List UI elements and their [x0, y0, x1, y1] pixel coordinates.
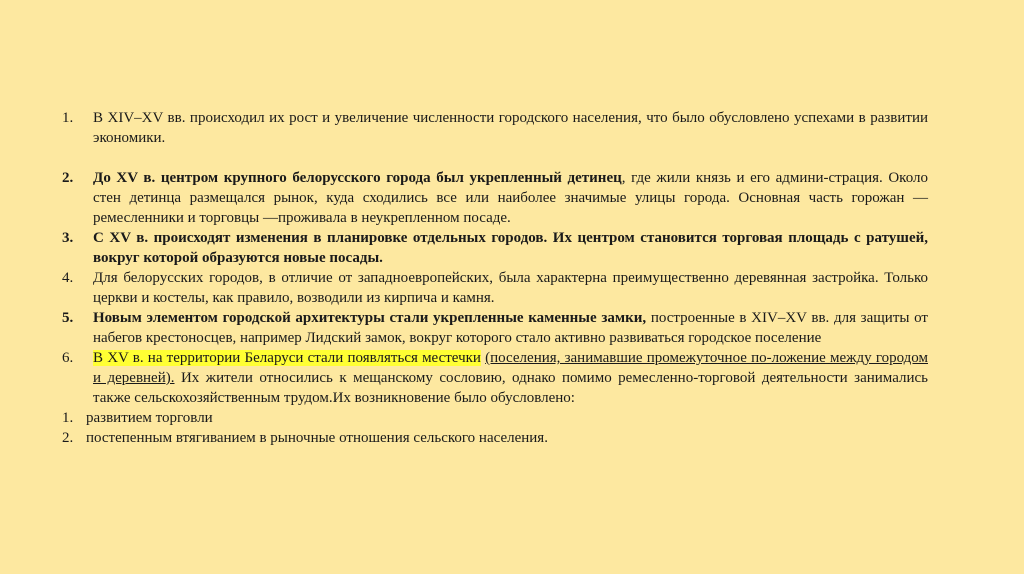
sub-item-number: 2. — [62, 430, 74, 446]
sub-item-2 — [62, 428, 928, 448]
list-item-5 — [62, 308, 928, 348]
item-bold-text: До XV в. центром крупного белорусского города был укрепленный детинец — [93, 170, 622, 186]
highlighted-text: В XV в. на территории Беларуси стали появляться местечки — [93, 350, 481, 366]
item-text: , где жили князь и его админи-страция. Около стен детинца размещался рынок, куда сходились все или наиболее значимые улицы города. Основная часть горожан —ремесленники и торговцы —проживала в неукрепленном посаде. — [93, 170, 928, 226]
list-item-6 — [62, 348, 928, 408]
item-number: 3. — [62, 230, 74, 246]
sub-item-1 — [62, 408, 928, 428]
item-body — [93, 348, 928, 408]
item-text: построенные в XIV–XV вв. для защиты от набегов крестоносцев, например Лидский замок, вокруг которого стало активно развиваться городское поселение — [93, 310, 928, 346]
item-text: Их жители относились к мещанскому сословию, однако помимо ремесленно-торговой деятельности занимались также сельскохозяйственным трудом.Их возникновение было обусловлено: — [93, 370, 929, 406]
item-number: 4. — [62, 270, 74, 286]
list-item-4 — [62, 268, 928, 308]
item-number: 5. — [62, 310, 74, 326]
item-number: 2. — [62, 170, 74, 186]
item-number: 1. — [62, 110, 74, 126]
item-text: В XIV–XV вв. происходил их рост и увеличение численности городского населения, что было обусловлено успехами в развитии экономики. — [93, 110, 928, 146]
list-item-2 — [62, 168, 928, 228]
spacer — [62, 148, 928, 168]
item-number: 6. — [62, 350, 74, 366]
item-body — [93, 168, 928, 228]
sub-item-text: развитием торговли — [86, 410, 213, 426]
sub-item-text: постепенным втягиванием в рыночные отношения сельского населения. — [86, 430, 548, 446]
item-bold-text: С XV в. происходят изменения в планировке отдельных городов. Их центром становится торговая площадь с ратушей, вокруг которой образуются новые посады. — [93, 230, 928, 266]
list-item-1 — [62, 108, 928, 148]
item-bold-text: Новым элементом городской архитектуры стали укрепленные каменные замки, — [93, 310, 647, 326]
item-body — [93, 308, 928, 348]
underlined-text: (поселения, занимавшие промежуточное по-ложение между городом и деревней). — [93, 350, 928, 386]
item-text: Для белорусских городов, в отличие от западноевропейских, была характерна преимущественно деревянная застройка. Только церкви и костелы, как правило, возводили из кирпича и камня. — [93, 270, 928, 306]
list-item-3 — [62, 228, 928, 268]
sub-item-number: 1. — [62, 410, 74, 426]
slide-content — [62, 108, 928, 448]
